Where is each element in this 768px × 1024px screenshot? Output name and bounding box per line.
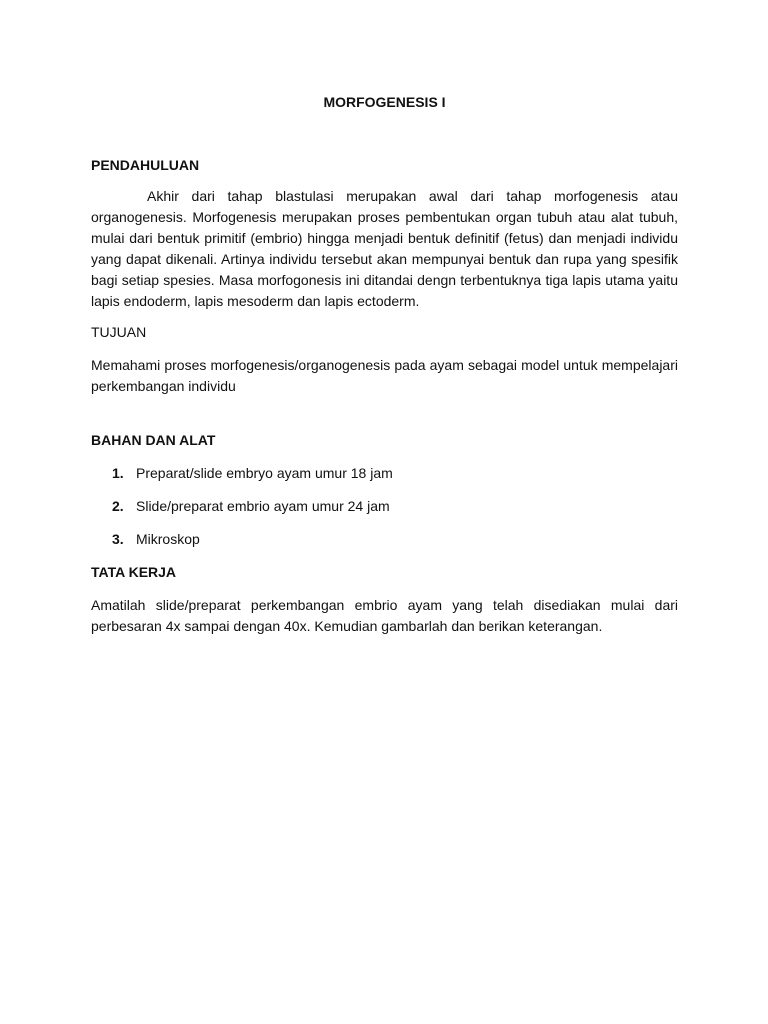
list-item-text: Slide/preparat embrio ayam umur 24 jam: [136, 498, 390, 514]
procedure-paragraph: Amatilah slide/preparat perkembangan embrio ayam yang telah disediakan mulai dari perbesaran 4x sampai dengan 40x. Kemudian gambarlah dan berikan keterangan.: [91, 597, 678, 634]
list-item-number: 3.: [112, 531, 124, 547]
list-item-number: 2.: [112, 498, 124, 514]
intro-heading: PENDAHULUAN: [91, 157, 200, 173]
list-item: [91, 496, 678, 517]
procedure-heading: TATA KERJA: [91, 564, 177, 580]
list-item: [91, 529, 678, 550]
materials-heading: BAHAN DAN ALAT: [91, 432, 216, 448]
intro-paragraph: Akhir dari tahap blastulasi merupakan awal dari tahap morfogenesis atau organogenesis. Morfogenesis merupakan proses pembentukan organ tubuh atau alat tubuh, mulai dari bentuk primitif (embrio) hingga menjadi bentuk definitif (fetus) dan menjadi individu yang dapat dikenali. Artinya individu tersebut akan mempunyai bentuk dan rupa yang spesifik bagi setiap spesies. Masa morfogonesis ini ditandai dengn terbentuknya tiga lapis utama yaitu lapis endoderm, lapis mesoderm dan lapis ectoderm.: [91, 188, 678, 309]
materials-list: [91, 463, 678, 550]
list-item: [91, 463, 678, 484]
document-title: MORFOGENESIS I: [323, 94, 446, 110]
list-item-text: Preparat/slide embryo ayam umur 18 jam: [136, 465, 393, 481]
list-item-text: Mikroskop: [136, 531, 200, 547]
goal-paragraph: Memahami proses morfogenesis/organogenesis pada ayam sebagai model untuk mempelajari perkembangan individu: [91, 357, 678, 394]
goal-heading: TUJUAN: [91, 324, 147, 340]
list-item-number: 1.: [112, 465, 124, 481]
document-content: [91, 92, 678, 637]
